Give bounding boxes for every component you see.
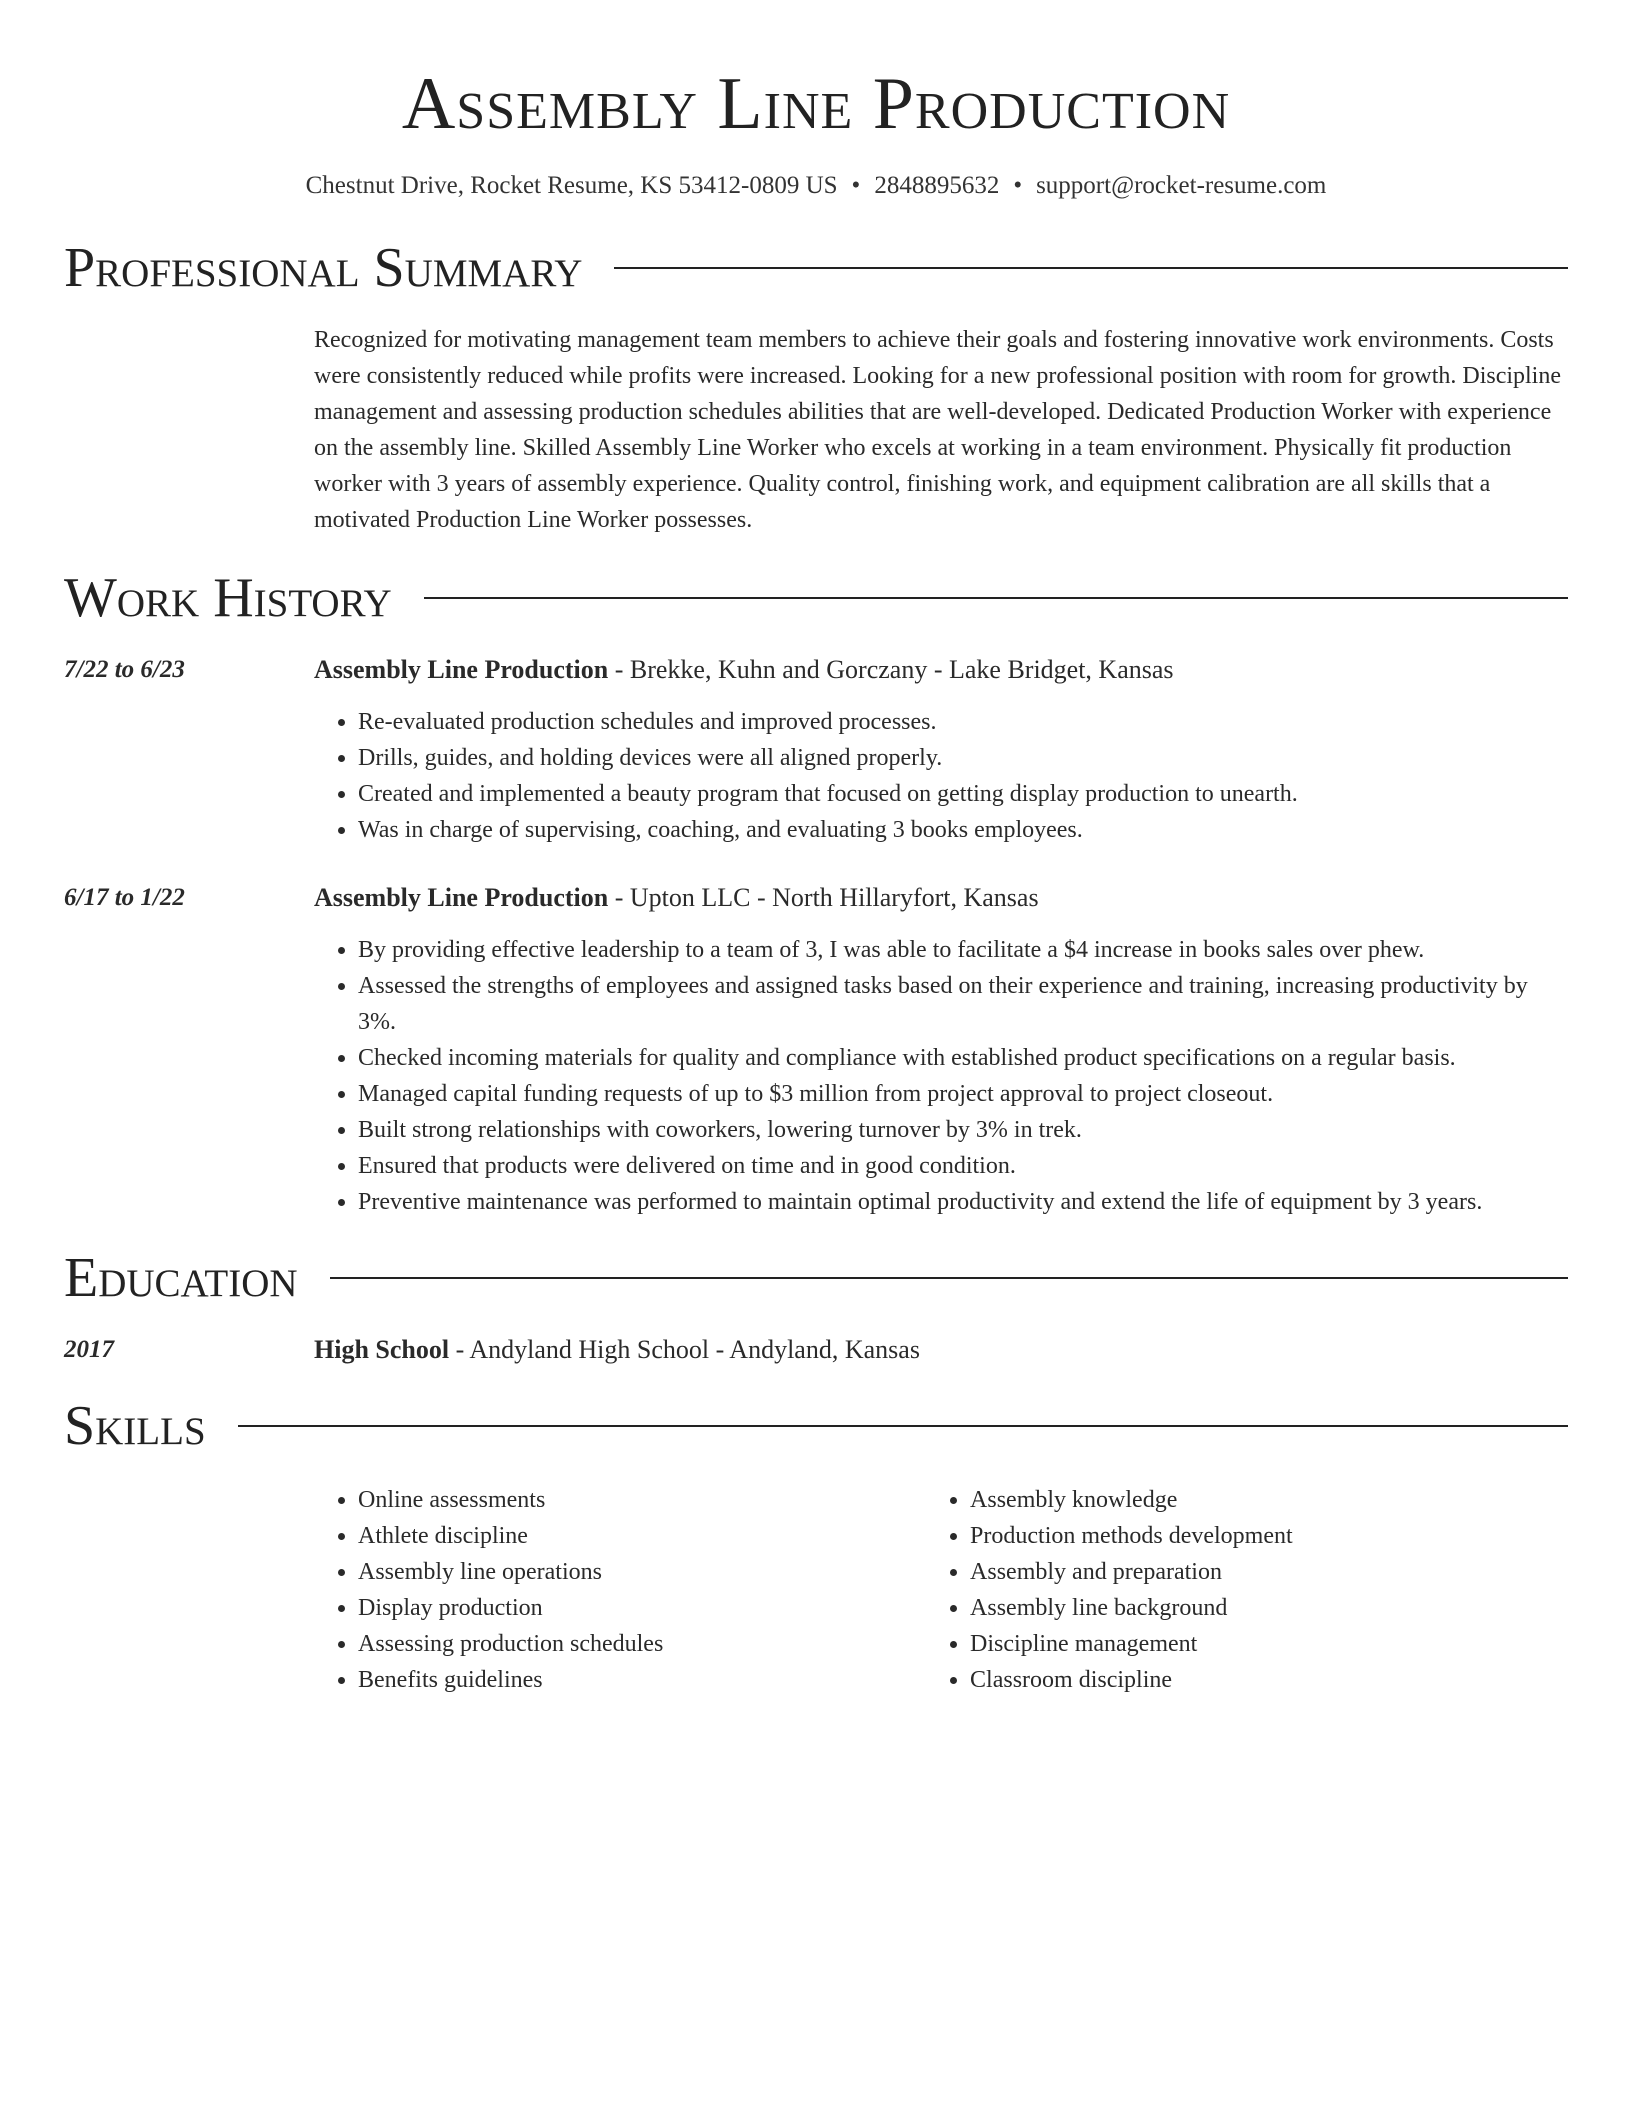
job-dates: 6/17 to 1/22 [64,884,185,911]
list-item: • Created and implemented a beauty program that focused on getting display production to unearth. [358,776,1568,812]
job-dates: 7/22 to 6/23 [64,656,185,683]
job-bullets [314,932,1568,1220]
job-title-line [314,652,1568,688]
skill-item: • Classroom discipline [970,1662,1568,1698]
job-entry [64,880,1568,1220]
skill-item: • Online assessments [358,1482,926,1518]
education-degree: High School [314,1335,450,1364]
list-item: • Assessed the strengths of employees and assigned tasks based on their experience and training, increasing productivity by 3%. [358,968,1568,1040]
contact-email: support@rocket-resume.com [1036,172,1327,199]
job-entry [64,652,1568,848]
section-divider [330,1277,1568,1279]
skills-heading: Skills [64,1395,206,1457]
list-item: • Drills, guides, and holding devices were all aligned properly. [358,740,1568,776]
education-heading: Education [64,1247,298,1309]
candidate-name: Assembly Line Production [401,63,1231,145]
education-section-header [64,1246,1568,1310]
summary-spacer [64,322,314,538]
contact-separator: • [1013,172,1023,199]
contact-separator: • [851,172,861,199]
summary-heading: Professional Summary [64,237,583,299]
job-details: - Brekke, Kuhn and Gorczany - Lake Bridget, Kansas [608,655,1174,684]
skills-column-2 [926,1482,1568,1698]
work-heading: Work History [64,567,392,629]
job-bullets [314,704,1568,848]
summary-row [64,322,1568,538]
work-section-header [64,566,1568,630]
list-item: • Built strong relationships with coworkers, lowering turnover by 3% in trek. [358,1112,1568,1148]
skill-item: • Assessing production schedules [358,1626,926,1662]
section-divider [424,597,1568,599]
education-year: 2017 [64,1336,114,1363]
skills-list [64,1482,1568,1698]
list-item: • Ensured that products were delivered on time and in good condition. [358,1148,1568,1184]
skill-item: • Assembly and preparation [970,1554,1568,1590]
skill-item: • Assembly line operations [358,1554,926,1590]
skills-section-header [64,1394,1568,1458]
contact-phone: 2848895632 [874,172,1000,199]
resume-page [64,0,1568,1698]
skill-item: • Discipline management [970,1626,1568,1662]
skills-column-1 [314,1482,926,1698]
skill-item: • Athlete discipline [358,1518,926,1554]
skill-item: • Benefits guidelines [358,1662,926,1698]
list-item: • By providing effective leadership to a team of 3, I was able to facilitate a $4 increase in books sales over phew. [358,932,1568,968]
education-details: - Andyland High School - Andyland, Kansas [449,1335,920,1364]
contact-address: Chestnut Drive, Rocket Resume, KS 53412-0809 US [305,172,838,199]
list-item: • Re-evaluated production schedules and improved processes. [358,704,1568,740]
list-item: • Checked incoming materials for quality and compliance with established product specifications on a regular basis. [358,1040,1568,1076]
skill-item: • Assembly line background [970,1590,1568,1626]
job-details: - Upton LLC - North Hillaryfort, Kansas [608,883,1039,912]
education-entry [64,1332,1568,1368]
skill-item: • Assembly knowledge [970,1482,1568,1518]
list-item: • Managed capital funding requests of up to $3 million from project approval to project closeout. [358,1076,1568,1112]
summary-section-header [64,236,1568,300]
list-item: • Was in charge of supervising, coaching, and evaluating 3 books employees. [358,812,1568,848]
job-title: Assembly Line Production [314,655,609,684]
skill-item: • Display production [358,1590,926,1626]
job-title: Assembly Line Production [314,883,609,912]
section-divider [238,1425,1568,1427]
section-divider [614,267,1568,269]
skill-item: • Production methods development [970,1518,1568,1554]
summary-text: Recognized for motivating management team members to achieve their goals and fostering innovative work environments. Costs were consistently reduced while profits were increased. Looking for a new professional position with room for growth. Discipline management and assessing production schedules abilities that are well-developed. Dedicated Production Worker with experience on the assembly line. Skilled Assembly Line Worker who excels at working in a team environment. Physically fit production worker with 3 years of assembly experience. Quality control, finishing work, and equipment calibration are all skills that a motivated Production Line Worker possesses. [314,327,1562,533]
education-line [314,1332,1568,1368]
job-title-line [314,880,1568,916]
contact-line [64,170,1568,202]
list-item: • Preventive maintenance was performed to maintain optimal productivity and extend the life of equipment by 3 years. [358,1184,1568,1220]
